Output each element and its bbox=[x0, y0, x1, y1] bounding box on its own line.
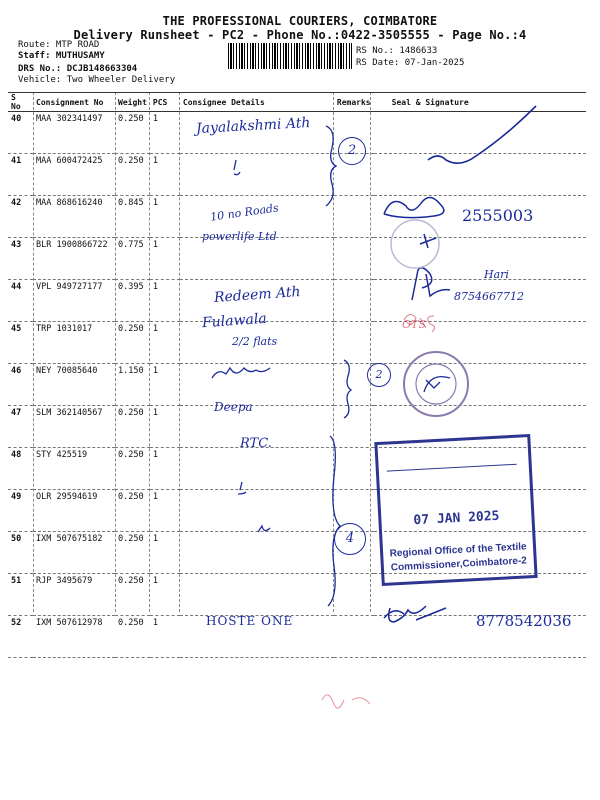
col-seal-signature: Seal & Signature bbox=[374, 93, 586, 112]
signature-42 bbox=[384, 197, 444, 217]
consignee-handwriting: Jayalakshmi Ath bbox=[195, 115, 311, 137]
col-remarks: Remarks bbox=[334, 93, 374, 112]
row-sno: 49 bbox=[8, 490, 33, 532]
runsheet-subtitle: Delivery Runsheet - PC2 - Phone No.:0422-3505555 - Page No.:4 bbox=[73, 28, 527, 42]
row-sno: 42 bbox=[8, 196, 33, 238]
consignee-handwriting: Fulawala bbox=[201, 310, 268, 332]
row-pcs: 1 bbox=[150, 616, 180, 658]
row-weight: 0.395 bbox=[115, 280, 150, 322]
row-consignment: MAA 302341497 bbox=[33, 112, 115, 154]
row-consignment: VPL 949727177 bbox=[33, 280, 115, 322]
row-consignment: NEY 70085640 bbox=[33, 364, 115, 406]
phone-handwriting: 8754667712 bbox=[454, 290, 524, 303]
col-weight: Weight bbox=[115, 93, 150, 112]
row-weight: 0.250 bbox=[115, 490, 150, 532]
row-consignment: IXM 507675182 bbox=[33, 532, 115, 574]
drs-number: DRS No.: DCJB148663304 bbox=[18, 64, 138, 74]
phone-handwriting: 8778542036 bbox=[476, 612, 572, 630]
row-consignment: SLM 362140567 bbox=[33, 406, 115, 448]
row-pcs: 1 bbox=[150, 322, 180, 364]
remark-circle: 2 bbox=[367, 363, 391, 387]
consignee-handwriting: 2/2 flats bbox=[232, 335, 278, 348]
col-pcs: PCS bbox=[150, 93, 180, 112]
row-pcs: 1 bbox=[150, 574, 180, 616]
row-pcs: 1 bbox=[150, 196, 180, 238]
col-sno: S No bbox=[8, 93, 33, 112]
row-consignment: IXM 507612978 bbox=[33, 616, 115, 658]
consignee-scribble-49 bbox=[238, 482, 246, 494]
row-sno: 41 bbox=[8, 154, 33, 196]
row-consignment: TRP 1031017 bbox=[33, 322, 115, 364]
consignee-handwriting: 10 no Roads bbox=[209, 201, 280, 224]
row-sno: 45 bbox=[8, 322, 33, 364]
row-pcs: 1 bbox=[150, 154, 180, 196]
row-sno: 47 bbox=[8, 406, 33, 448]
row-sno: 51 bbox=[8, 574, 33, 616]
row-consignment: MAA 868616240 bbox=[33, 196, 115, 238]
consignee-handwriting: powerlife Ltd bbox=[202, 230, 277, 243]
remark-circle: 2 bbox=[338, 137, 366, 165]
row-weight: 0.250 bbox=[115, 448, 150, 490]
row-sno: 52 bbox=[8, 616, 33, 658]
col-consignee: Consignee Details bbox=[180, 93, 334, 112]
row-consignment: MAA 600472425 bbox=[33, 154, 115, 196]
row-weight: 0.845 bbox=[115, 196, 150, 238]
remark-circle: 4 bbox=[334, 523, 366, 555]
red-mark bbox=[322, 695, 370, 708]
row-sno: 40 bbox=[8, 112, 33, 154]
row-sno: 50 bbox=[8, 532, 33, 574]
signature-44 bbox=[412, 268, 450, 300]
consignee-handwriting: HOSTE ONE bbox=[206, 614, 294, 628]
route: Route: MTP ROAD bbox=[18, 40, 100, 50]
red-remark: OTS bbox=[402, 318, 426, 331]
row-weight: 0.250 bbox=[115, 112, 150, 154]
rs-number: RS No.: 1486633 bbox=[356, 46, 438, 56]
col-consignment: Consignment No bbox=[33, 93, 115, 112]
vehicle: Vehicle: Two Wheeler Delivery bbox=[18, 75, 176, 85]
phone-handwriting: 2555003 bbox=[462, 206, 534, 225]
row-weight: 0.775 bbox=[115, 238, 150, 280]
row-consignment: OLR 29594619 bbox=[33, 490, 115, 532]
row-pcs: 1 bbox=[150, 406, 180, 448]
row-consignment: BLR 1900866722 bbox=[33, 238, 115, 280]
seal-circle bbox=[391, 220, 439, 268]
stamp-office-city: Commissioner,Coimbatore-2 bbox=[390, 555, 528, 574]
row-sno: 48 bbox=[8, 448, 33, 490]
row-pcs: 1 bbox=[150, 490, 180, 532]
signature-40 bbox=[428, 106, 536, 163]
consignee-handwriting: Deepa bbox=[214, 400, 253, 414]
row-pcs: 1 bbox=[150, 280, 180, 322]
row-weight: 0.250 bbox=[115, 574, 150, 616]
row-consignment: STY 425519 bbox=[33, 448, 115, 490]
row-weight: 1.150 bbox=[115, 364, 150, 406]
stamp-hindi-band bbox=[386, 448, 517, 472]
consignee-handwriting: RTC. bbox=[240, 436, 272, 451]
consignee-scribble-41 bbox=[234, 160, 240, 175]
row-pcs: 1 bbox=[150, 364, 180, 406]
seal-circle bbox=[404, 352, 468, 416]
signature-52 bbox=[384, 606, 446, 622]
row-pcs: 1 bbox=[150, 448, 180, 490]
company-title: THE PROFESSIONAL COURIERS, COIMBATORE bbox=[162, 14, 438, 28]
row-weight: 0.250 bbox=[115, 406, 150, 448]
row-consignment: RJP 3495679 bbox=[33, 574, 115, 616]
row-sno: 43 bbox=[8, 238, 33, 280]
name-handwriting: Hari bbox=[484, 268, 509, 281]
row-weight: 0.250 bbox=[115, 616, 150, 658]
row-weight: 0.250 bbox=[115, 532, 150, 574]
row-sno: 44 bbox=[8, 280, 33, 322]
brace-mark bbox=[344, 360, 351, 418]
consignee-handwriting: Redeem Ath bbox=[213, 283, 302, 307]
seal-circle bbox=[416, 364, 456, 404]
signature-43 bbox=[420, 234, 436, 248]
row-pcs: 1 bbox=[150, 532, 180, 574]
official-stamp bbox=[374, 434, 537, 586]
row-weight: 0.250 bbox=[115, 322, 150, 364]
signature-46 bbox=[424, 377, 450, 392]
staff: Staff: MUTHUSAMY bbox=[18, 51, 105, 61]
row-pcs: 1 bbox=[150, 112, 180, 154]
brace-mark bbox=[326, 126, 336, 206]
consignee-scribble-46 bbox=[212, 368, 270, 378]
row-sno: 46 bbox=[8, 364, 33, 406]
row-weight: 0.250 bbox=[115, 154, 150, 196]
rs-date: RS Date: 07-Jan-2025 bbox=[356, 58, 465, 68]
stamp-date: 07 JAN 2025 bbox=[413, 508, 500, 529]
row-pcs: 1 bbox=[150, 238, 180, 280]
stamp-office: Regional Office of the Textile bbox=[389, 541, 527, 560]
consignee-scribble-50 bbox=[258, 526, 270, 532]
brace-mark bbox=[328, 436, 340, 606]
